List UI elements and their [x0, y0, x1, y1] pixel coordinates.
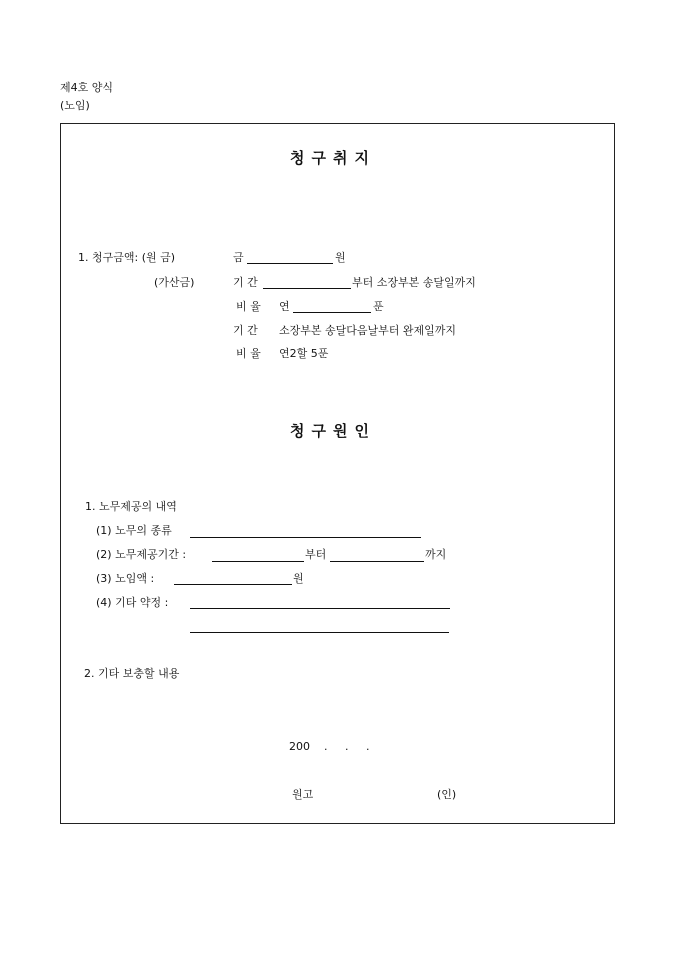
claim-cause-title: 청구원인: [290, 422, 376, 440]
wage-amount-blank[interactable]: [174, 584, 292, 585]
other-agreement-blank-1[interactable]: [190, 608, 450, 609]
period-label-2: 기 간: [233, 324, 258, 337]
claim-amount-label: 1. 청구금액: (원 금): [78, 251, 176, 264]
other-agreement-label: (4) 기타 약정 :: [96, 596, 169, 609]
labor-period-mid: 부터: [305, 548, 327, 561]
claim-purpose-title: 청구취지: [290, 149, 376, 167]
period-text-2: 소장부본 송달다음날부터 완제일까지: [279, 324, 457, 337]
rate-blank-1[interactable]: [293, 312, 371, 313]
wage-amount-unit: 원: [293, 572, 304, 585]
rate-label-2: 비 율: [236, 347, 261, 360]
principal-amount-blank[interactable]: [247, 263, 333, 264]
rate-suffix-1: 푼: [373, 300, 384, 313]
wage-amount-label: (3) 노임액 :: [96, 572, 155, 585]
labor-details-heading: 1. 노무제공의 내역: [85, 500, 177, 513]
form-number: 제4호 양식: [60, 81, 113, 94]
labor-type-label: (1) 노무의 종류: [96, 524, 172, 537]
labor-type-blank[interactable]: [190, 537, 421, 538]
period-label-1: 기 간: [233, 276, 258, 289]
supplementary-heading: 2. 기타 보충할 내용: [84, 667, 180, 680]
other-agreement-blank-2[interactable]: [190, 632, 449, 633]
principal-suffix: 원: [335, 251, 346, 264]
rate-prefix-1: 연: [279, 300, 290, 313]
labor-period-start-blank[interactable]: [212, 561, 304, 562]
plaintiff-label: 원고: [292, 788, 314, 801]
form-frame: [60, 123, 615, 824]
labor-period-label: (2) 노무제공기간 :: [96, 548, 187, 561]
date-line: 200 . . .: [289, 740, 370, 753]
period-blank-1[interactable]: [263, 288, 351, 289]
seal-mark: (인): [437, 788, 457, 801]
interest-label: (가산금): [154, 276, 195, 289]
form-type: (노임): [60, 99, 90, 112]
rate-label-1: 비 율: [236, 300, 261, 313]
period-suffix-1: 부터 소장부본 송달일까지: [352, 276, 476, 289]
labor-period-end-blank[interactable]: [330, 561, 424, 562]
rate-text-2: 연2할 5푼: [279, 347, 329, 360]
labor-period-end: 까지: [425, 548, 447, 561]
principal-prefix: 금: [233, 251, 244, 264]
